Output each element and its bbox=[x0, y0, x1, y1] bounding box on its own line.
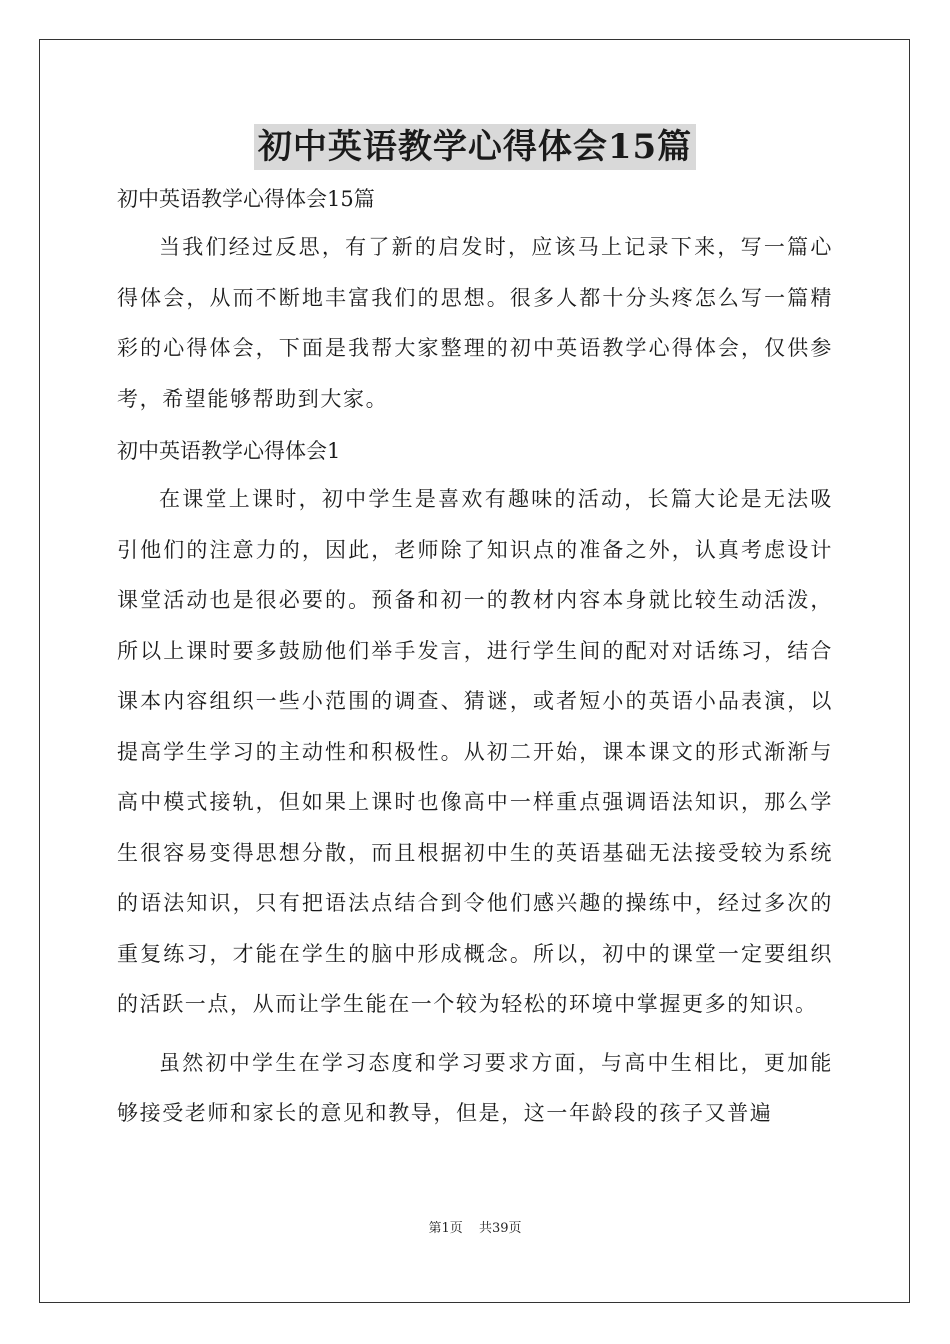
page-total: 共39页 bbox=[478, 1221, 522, 1236]
document-title: 初中英语教学心得体会15篇 bbox=[254, 124, 696, 170]
document-subtitle: 初中英语教学心得体会15篇 bbox=[117, 187, 375, 211]
page-number: 第1页 bbox=[428, 1221, 463, 1236]
document-body bbox=[117, 180, 833, 1147]
page-footer bbox=[0, 1219, 950, 1239]
body-paragraph: 虽然初中学生在学习态度和学习要求方面，与高中生相比，更加能够接受老师和家长的意见和教导，但是，这一年龄段的孩子又普遍 bbox=[117, 1050, 833, 1125]
body-paragraph: 在课堂上课时，初中学生是喜欢有趣味的活动，长篇大论是无法吸引他们的注意力的，因此，老师除了知识点的准备之外，认真考虑设计课堂活动也是很必要的。预备和初一的教材内容本身就比较生动活泼，所以上课时要多鼓励他们举手发言，进行学生间的配对对话练习，结合课本内容组织一些小范围的调查、猜谜，或者短小的英语小品表演，以提高学生学习的主动性和积极性。从初二开始，课本课文的形式渐渐与高中模式接轨，但如果上课时也像高中一样重点强调语法知识，那么学生很容易变得思想分散，而且根据初中生的英语基础无法接受较为系统的语法知识，只有把语法点结合到令他们感兴趣的操练中，经过多次的重复练习，才能在学生的脑中形成概念。所以，初中的课堂一定要组织的活跃一点，从而让学生能在一个较为轻松的环境中掌握更多的知识。 bbox=[117, 487, 833, 1016]
intro-paragraph: 当我们经过反思，有了新的启发时，应该马上记录下来，写一篇心得体会，从而不断地丰富我们的思想。很多人都十分头疼怎么写一篇精彩的心得体会，下面是我帮大家整理的初中英语教学心得体会，仅供参考，希望能够帮助到大家。 bbox=[117, 235, 833, 411]
section-heading: 初中英语教学心得体会1 bbox=[117, 439, 341, 463]
title-container bbox=[0, 124, 950, 170]
